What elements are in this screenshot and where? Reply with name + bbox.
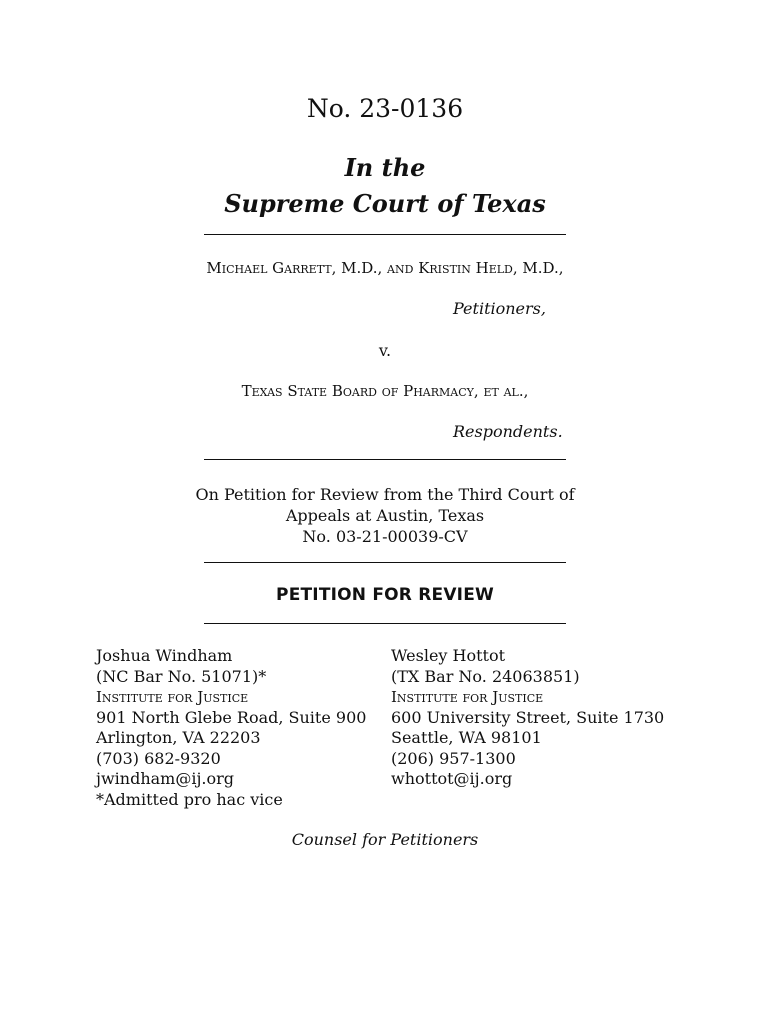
- divider: [204, 562, 566, 563]
- respondents-role: Respondents.: [453, 422, 563, 441]
- counsel-name: Wesley Hottot: [391, 646, 506, 665]
- counsel-phone: (703) 682-9320: [96, 748, 221, 768]
- counsel-street: 600 University Street, Suite 1730: [391, 707, 665, 727]
- counsel-block-left: [96, 646, 366, 810]
- divider: [204, 623, 566, 624]
- counsel-bar-number: (TX Bar No. 24063851): [391, 666, 580, 686]
- review-line3: No. 03-21-00039-CV: [302, 527, 468, 546]
- counsel-bar-number: (NC Bar No. 51071)*: [96, 666, 267, 686]
- petition-title: PETITION FOR REVIEW: [276, 585, 494, 605]
- divider: [204, 459, 566, 460]
- counsel-block-right: [391, 646, 664, 790]
- counsel-email: jwindham@ij.org: [96, 769, 235, 788]
- counsel-organization: Institute for Justice: [96, 688, 249, 706]
- court-heading-line2: Supreme Court of Texas: [224, 189, 546, 218]
- court-heading-line1: In the: [344, 153, 426, 182]
- counsel-name: Joshua Windham: [96, 646, 233, 665]
- counsel-city: Arlington, VA 22203: [96, 728, 261, 747]
- petitioner-names: Michael Garrett, M.D., and Kristin Held, M.D.,: [206, 259, 564, 277]
- review-origin: [0, 484, 770, 547]
- respondent-names: Texas State Board of Pharmacy, et al.,: [241, 382, 529, 400]
- counsel-phone: (206) 957-1300: [391, 748, 516, 768]
- counsel-organization: Institute for Justice: [391, 688, 544, 706]
- counsel-email: whottot@ij.org: [391, 769, 513, 788]
- review-line1: On Petition for Review from the Third Court of: [195, 485, 575, 504]
- counsel-for-label: Counsel for Petitioners: [291, 830, 479, 849]
- petitioners-role: Petitioners,: [453, 299, 546, 318]
- docket-number: No. 23-0136: [306, 94, 464, 123]
- counsel-street: 901 North Glebe Road, Suite 900: [96, 707, 367, 727]
- counsel-note: *Admitted pro hac vice: [96, 789, 283, 809]
- review-line2: Appeals at Austin, Texas: [285, 506, 485, 525]
- divider: [204, 234, 566, 235]
- counsel-city: Seattle, WA 98101: [391, 728, 542, 747]
- versus: v.: [378, 341, 392, 360]
